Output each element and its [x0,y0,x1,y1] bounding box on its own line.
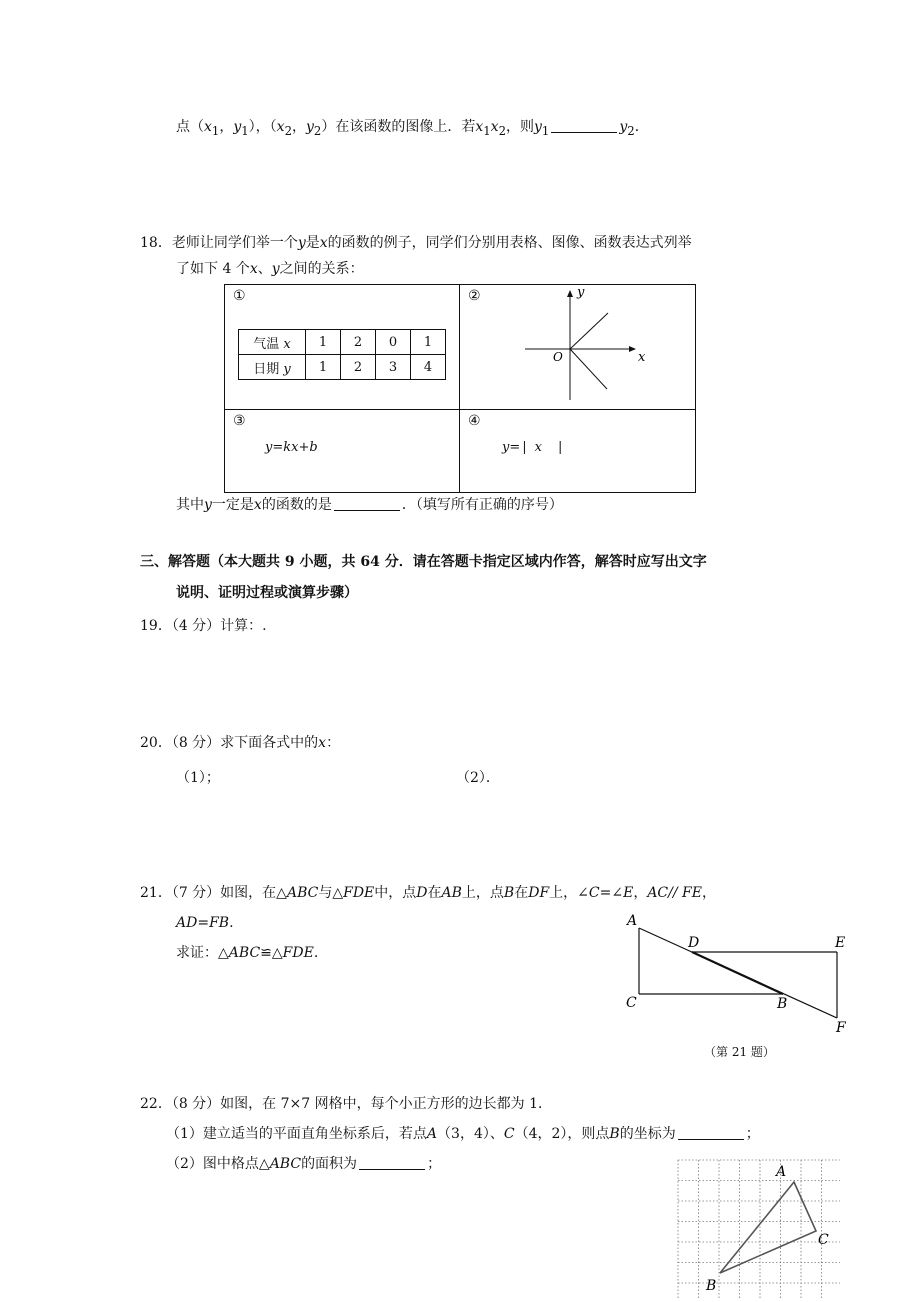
graph-branch-down [570,349,607,389]
row-header [239,355,306,380]
x-axis-label: x [638,350,646,365]
text: 其中 [176,497,204,513]
cell-1 [225,285,460,410]
var: AD=FB [176,915,230,931]
text: ． [634,119,649,135]
table-cell: 4 [411,355,446,380]
text: 日期 [253,361,280,377]
text: 的面积为 [301,1156,358,1172]
sub: 1 [541,123,550,138]
cell-number: ③ [233,413,246,429]
text: 是 [305,235,320,251]
text: ； [427,1156,442,1172]
q20-line [140,734,340,752]
var: ABC [269,1156,302,1172]
text: 18．老师让同学们举一个 [140,235,298,251]
cell-number: ④ [468,413,481,429]
label-e: E [835,935,846,951]
var: FDE [343,885,375,901]
var: D [416,885,428,901]
var: x [276,119,285,135]
text: 、 [257,261,272,277]
var: x [318,735,327,751]
text: 21．（7 分）如图，在△ [140,885,287,901]
var: C [503,1126,515,1142]
text: 之间的关系： [279,261,364,277]
text: ≌△ [260,945,283,961]
sub: 1 [483,123,491,138]
text: 与△ [318,885,344,901]
text: 点（ [176,119,204,135]
text: 中，点 [374,885,417,901]
section-heading: 三、解答题（本大题共 9 小题，共 64 分．请在答题卡指定区域内作答，解答时应写出文字 [140,554,707,570]
answer-blank[interactable] [678,1125,744,1140]
q17-tail-line [176,118,649,140]
q21-line2 [176,914,234,932]
var: AC// FE [647,885,702,901]
text: ； [745,1126,760,1142]
q22-line1: 22．（8 分）如图，在 7×7 网格中，每个小正方形的边长都为 1． [140,1096,552,1112]
q21-figure [620,908,860,1038]
var: A [426,1126,438,1142]
var: DF [528,885,550,901]
temperature-date-table [238,329,446,380]
text: 一定是 [211,497,254,513]
text: 在 [427,885,442,901]
q20-part2: （2）． [456,770,500,786]
label-b: B [706,1278,717,1294]
absolute-value-expression [502,440,562,455]
q18-answer-line [176,496,563,514]
text: ， [292,119,306,135]
text: | [522,440,527,455]
var: B [609,1126,620,1142]
var: x [253,497,262,513]
var: y [283,361,291,377]
text: 上，点 [461,885,504,901]
q22-part1 [166,1125,760,1143]
label-c: C [626,995,637,1011]
table-cell: 1 [306,330,341,355]
q21-proof-line [176,944,318,962]
text: ，则 [506,119,534,135]
text: ： [326,735,341,751]
text: | [557,440,563,455]
var: x [283,336,291,352]
relations-table [224,284,696,493]
var: x [475,119,484,135]
triangle-abc [720,1182,816,1273]
text: （4，2），则点 [514,1126,610,1142]
q20-part1: （1）； [176,770,220,786]
text: 求证：△ [176,945,229,961]
var: x [490,119,499,135]
text: ， [219,119,234,135]
q22-grid-figure [676,1156,842,1302]
sub: 1 [241,123,249,138]
var: C=∠E [588,885,634,901]
section-heading-cont: 说明、证明过程或演算步骤） [176,585,358,601]
var: y [534,119,542,135]
sub: 2 [498,123,506,138]
q18-line1 [140,234,692,252]
q19-line: 19．（4 分）计算：. [140,618,267,634]
var: B [503,885,515,901]
var: x [204,119,212,135]
q21-caption: （第 21 题） [704,1045,775,1059]
q22-part2 [166,1155,441,1173]
table-cell: 1 [306,355,341,380]
y-axis-label: y [577,285,585,300]
text: 在 [514,885,529,901]
text: （1）建立适当的平面直角坐标系后，若点 [166,1126,427,1142]
cell-2 [460,285,696,410]
text: y= [502,440,521,455]
text: 了如下 4 个 [176,261,250,277]
text: （2）图中格点△ [166,1156,270,1172]
var: ABC [228,945,261,961]
label-b: B [777,996,788,1012]
var: AB [441,885,462,901]
linear-expression: y=kx+b [265,440,318,455]
answer-blank[interactable] [551,118,617,133]
text: ）在该函数的图像上．若 [321,119,476,135]
function-graph [460,285,695,409]
var: y [204,497,212,513]
table-cell: 1 [411,330,446,355]
table-cell: 2 [341,355,376,380]
var: y [233,119,242,135]
label-f: F [836,1020,846,1036]
table-cell: 2 [341,330,376,355]
text: 的函数的例子，同学们分别用表格、图像、函数表达式列举 [327,235,692,251]
label-c: C [818,1232,829,1248]
table-cell: 0 [376,330,411,355]
var: y [619,119,628,135]
cell-4 [460,410,696,493]
cell-3 [225,410,460,493]
label-a: A [627,913,638,929]
answer-blank[interactable] [334,496,400,511]
text: （3，4）、 [437,1126,504,1142]
table-row [239,330,446,355]
graph-branch-up [570,313,608,349]
var: x [319,235,328,251]
var: y [306,119,314,135]
text: ， [701,885,716,901]
var: y [271,261,280,277]
var: FDE [282,945,314,961]
text: . [229,915,234,931]
text: 气温 [253,336,280,352]
cell-number: ② [468,288,481,304]
text: 上，∠ [549,885,589,901]
sub: 1 [211,123,220,138]
segment-db [692,952,783,994]
sub: 2 [284,123,292,138]
text: ．（填写所有正确的序号） [401,497,563,513]
text: ， [633,885,648,901]
label-d: D [688,935,700,951]
origin-label: O [553,350,563,364]
text: 的坐标为 [619,1126,676,1142]
text: 的函数的是 [261,497,332,513]
q21-line1 [140,884,716,902]
var: y [297,235,306,251]
cell-number: ① [233,288,246,304]
text: ），（ [248,119,277,135]
q18-line2 [176,260,364,278]
var: x [534,440,542,455]
table-row [239,355,446,380]
text: 20．（8 分）求下面各式中的 [140,735,319,751]
text: . [313,945,319,961]
sub: 2 [627,123,635,138]
row-header [239,330,306,355]
sub: 2 [313,123,322,138]
var: ABC [286,885,319,901]
var: x [249,261,258,277]
label-a: A [776,1164,787,1180]
table-cell: 3 [376,355,411,380]
answer-blank[interactable] [359,1155,425,1170]
